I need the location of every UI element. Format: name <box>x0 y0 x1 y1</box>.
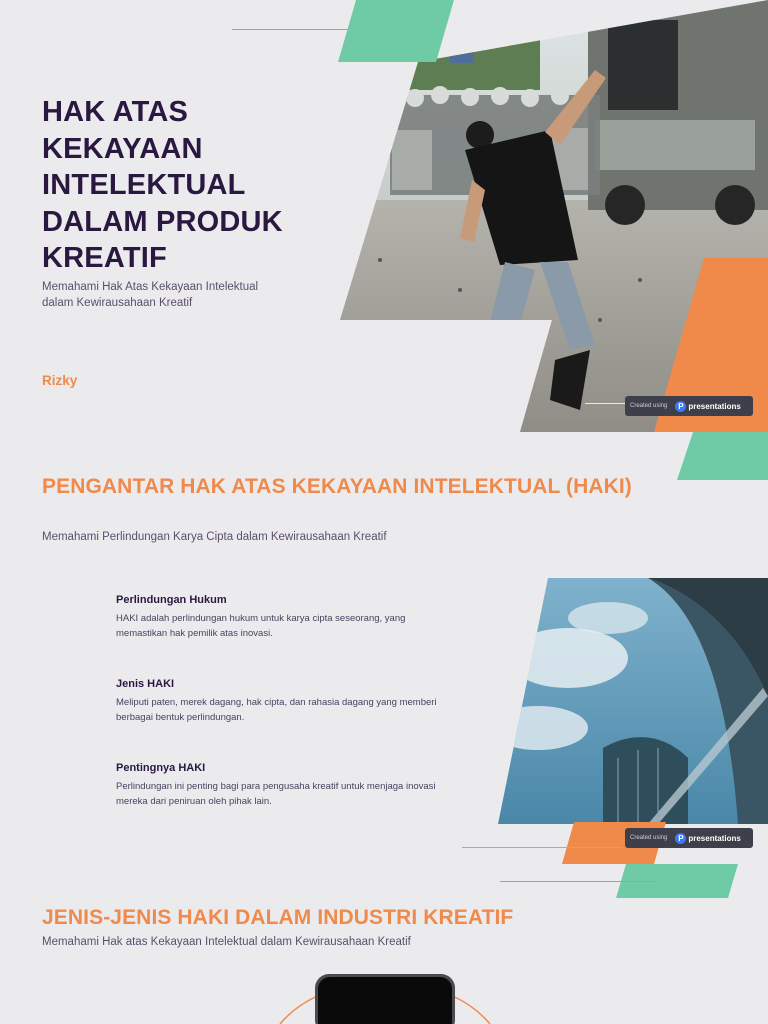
section-title: PENGANTAR HAK ATAS KEKAYAAN INTELEKTUAL (HAKI) <box>42 475 632 498</box>
phone-mockup <box>270 970 500 1024</box>
section-title: JENIS-JENIS HAKI DALAM INDUSTRI KREATIF <box>42 906 514 929</box>
decor-line <box>500 881 656 882</box>
decor-line <box>585 403 629 404</box>
item-title: Pentingnya HAKI <box>116 762 206 774</box>
item-description: Meliputi paten, merek dagang, hak cipta, dan rahasia dagang yang memberi berbagai bentuk perlindungan. <box>116 697 437 723</box>
item-title: Perlindungan Hukum <box>116 594 227 606</box>
created-using-badge[interactable] <box>625 396 753 416</box>
decor-green-shape <box>338 0 454 62</box>
badge-created-label: Created using <box>630 403 668 409</box>
badge-brand: presentations <box>688 833 741 843</box>
item-title: Jenis HAKI <box>116 678 175 690</box>
decor-green-shape-2 <box>677 432 768 480</box>
slide-title: HAK ATAS KEKAYAAN INTELEKTUAL DALAM PRODUK KREATIF <box>42 96 283 274</box>
author-name: Rizky <box>42 373 78 388</box>
section-subtitle: Memahami Hak atas Kekayaan Intelektual dalam Kewirausahaan Kreatif <box>42 936 411 948</box>
presentations-logo-icon: P <box>675 401 686 412</box>
decor-line <box>462 847 622 848</box>
presentations-logo-icon: P <box>675 833 686 844</box>
badge-created-label: Created using <box>630 835 668 841</box>
section-subtitle: Memahami Perlindungan Karya Cipta dalam Kewirausahaan Kreatif <box>42 531 387 543</box>
slide-subtitle: Memahami Hak Atas Kekayaan Intelektual dalam Kewirausahaan Kreatif <box>42 281 259 309</box>
building-photo <box>498 578 768 824</box>
created-using-badge[interactable] <box>625 828 753 848</box>
item-description: HAKI adalah perlindungan hukum untuk karya cipta seseorang, yang memastikan hak pemilik atas inovasi. <box>116 613 406 639</box>
item-description: Perlindungan ini penting bagi para pengusaha kreatif untuk menjaga inovasi mereka dari peniruan oleh pihak lain. <box>116 781 436 807</box>
badge-brand: presentations <box>688 401 741 411</box>
